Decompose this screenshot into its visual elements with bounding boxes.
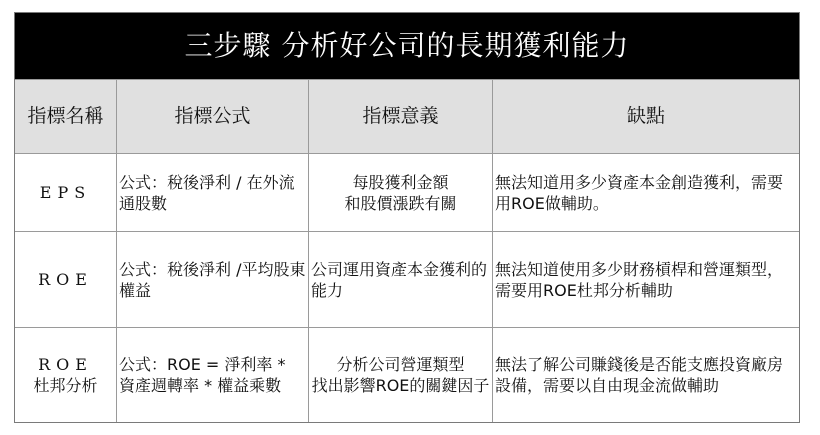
indicator-formula-cell: [117, 154, 309, 231]
drawback-cell: [493, 328, 799, 422]
indicator-formula-cell: [117, 232, 309, 327]
indicator-formula-cell: [117, 328, 309, 422]
drawback-cell: [493, 232, 799, 327]
header-drawback: 缺點: [626, 105, 665, 127]
meaning-line: 分析公司營運類型: [336, 355, 465, 374]
meaning-line: 找出影響ROE的關鍵因子: [311, 376, 490, 395]
analysis-table: [14, 12, 800, 423]
indicator-formula: 公式：稅後淨利 / 在外流通股數: [119, 172, 295, 213]
header-indicator-name: 指標名稱: [15, 80, 117, 153]
table-row: [15, 327, 799, 422]
table-row: [15, 231, 799, 327]
indicator-name: EPS: [15, 154, 117, 231]
indicator-formula: 公式：ROE = 淨利率 * 資產週轉率 * 權益乘數: [119, 355, 286, 395]
drawback-text: 無法知道使用多少財務槓桿和營運類型，需要用ROE杜邦分析輔助: [495, 259, 784, 300]
meaning-line: 每股獲利金額: [352, 172, 449, 192]
indicator-name-line: ROE: [38, 355, 93, 374]
drawback-text: 無法了解公司賺錢後是否能支應投資廠房設備，需要以自由現金流做輔助: [495, 355, 784, 395]
indicator-meaning: [309, 328, 493, 422]
drawback-text: 無法知道用多少資產本金創造獲利，需要用ROE做輔助。: [495, 172, 784, 213]
drawback-cell: [493, 154, 799, 231]
header-indicator-formula: 指標公式: [117, 80, 309, 153]
indicator-meaning: [309, 154, 493, 231]
indicator-name-line: 杜邦分析: [33, 376, 98, 395]
indicator-formula: 公式：稅後淨利 /平均股東權益: [119, 259, 306, 300]
meaning-line: 和股價漲跌有關: [344, 193, 457, 213]
table-row: [15, 153, 799, 231]
meaning-line: 公司運用資產本金獲利的能力: [311, 259, 488, 300]
header-row: [15, 79, 799, 153]
indicator-name: [15, 328, 117, 422]
header-indicator-meaning: 指標意義: [309, 80, 493, 153]
indicator-name: ROE: [15, 232, 117, 327]
indicator-meaning: [309, 232, 493, 327]
table-title: 三步驟 分析好公司的長期獲利能力: [15, 13, 799, 79]
